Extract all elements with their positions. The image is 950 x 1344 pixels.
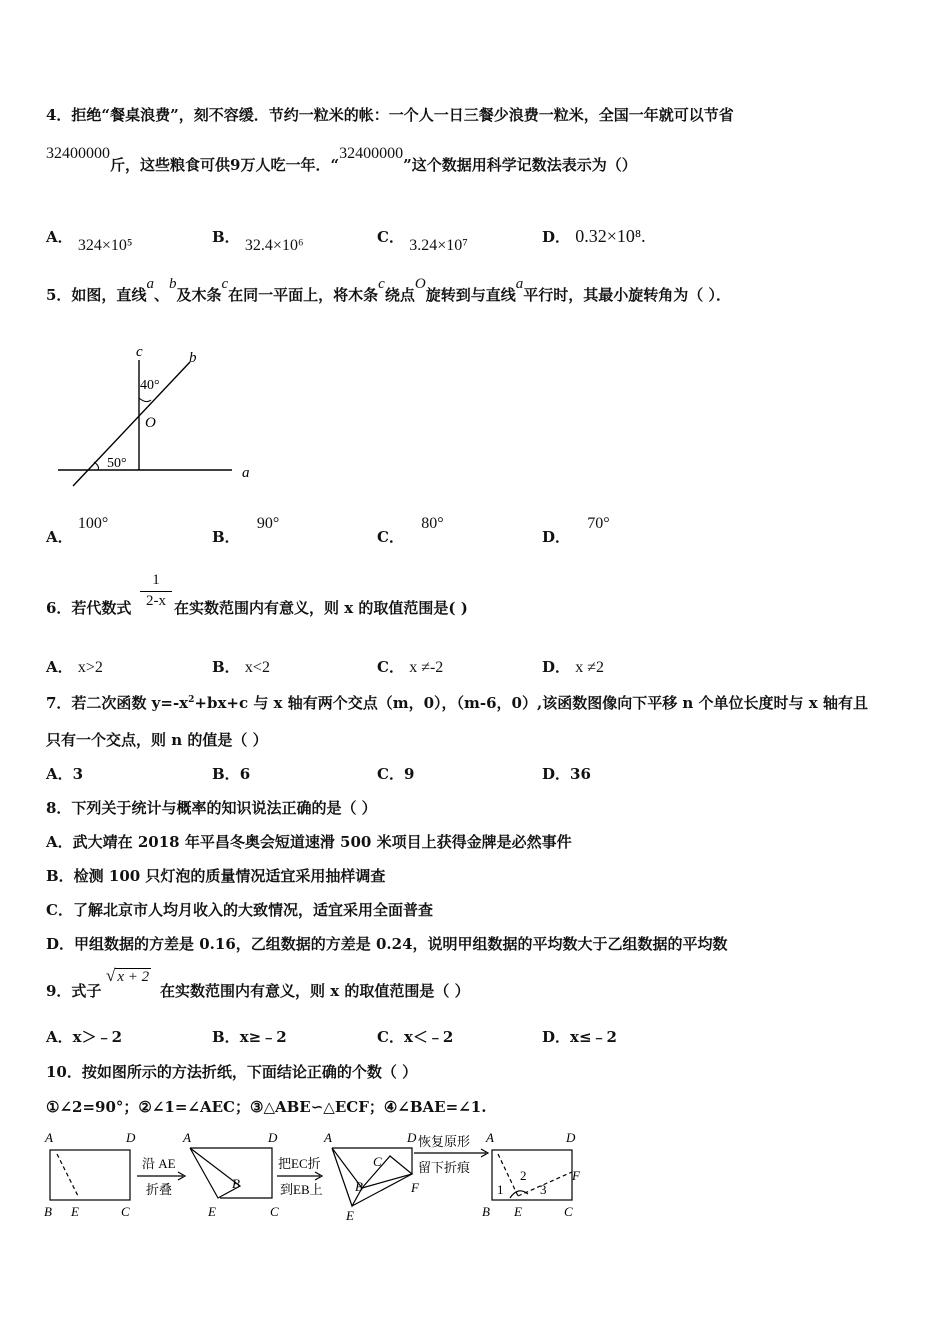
q8-stem: 8．下列关于统计与概率的知识说法正确的是（ ） (46, 799, 377, 817)
q9-option-a[interactable]: A．x＞﹣2 (46, 1028, 123, 1046)
q5-fig-label-a: a (242, 465, 250, 481)
q7-option-b[interactable]: B．6 (212, 765, 251, 783)
q10-label-d1: D (126, 1130, 136, 1145)
q4-stem-line2: 32400000斤，这些粮食可供9万人吃一年．“32400000”这个数据用科学记数法表示为（） (46, 145, 637, 174)
q10-label-b3: B (355, 1179, 363, 1194)
q6-stem-a: 6．若代数式 (46, 599, 132, 617)
q10-label-e2: E (208, 1204, 216, 1219)
q4-option-a[interactable]: A． 324×10⁵ (46, 228, 133, 254)
q6-option-a[interactable]: A． x>2 (46, 658, 103, 676)
q10-step1-line1: 沿 AE (142, 1156, 176, 1171)
q10-label-c4: C (564, 1204, 573, 1219)
q5-option-c[interactable]: C． 80° (377, 515, 444, 546)
q10-label-a2: A (183, 1130, 191, 1145)
q4-number: 32400000 (46, 145, 110, 162)
q9-sqrt: √ x + 2 (106, 966, 150, 985)
q10-label-c2: C (270, 1204, 279, 1219)
q10-label-d2: D (268, 1130, 278, 1145)
q10-step3-line2: 留下折痕 (418, 1160, 471, 1175)
q10-label-b4: B (482, 1204, 490, 1219)
q10-label-d4: D (566, 1130, 576, 1145)
q8-option-c[interactable]: C．了解北京市人均月收入的大致情况，适宜采用全面普查 (46, 901, 433, 919)
q10-angle-3: 3 (540, 1182, 547, 1197)
q9-option-c[interactable]: C．x＜﹣2 (377, 1028, 454, 1046)
q10-stem: 10．按如图所示的方法折纸，下面结论正确的个数（ ） (46, 1063, 418, 1081)
q10-label-b1: B (44, 1204, 52, 1219)
q10-step1-line2: 折叠 (146, 1182, 173, 1197)
q10-label-a3: A (324, 1130, 332, 1145)
q10-label-a1: A (45, 1130, 53, 1145)
q7-stem-line2: 只有一个交点，则 n 的值是（ ） (46, 731, 268, 749)
q5-fig-label-b: b (189, 350, 197, 366)
q10-label-a4: A (486, 1130, 494, 1145)
q10-label-d3: D (407, 1130, 417, 1145)
q8-option-d[interactable]: D．甲组数据的方差是 0.16，乙组数据的方差是 0.24，说明甲组数据的平均数大于乙组数据的平均数 (46, 935, 728, 953)
q10-label-f4: F (572, 1168, 580, 1183)
q10-label-e4: E (514, 1204, 522, 1219)
q4-option-c[interactable]: C． 3.24×10⁷ (377, 228, 468, 254)
q5-stem: 5．如图，直线a、b及木条c在同一平面上，将木条c绕点O旋转到与直线a平行时，其最小旋转角为（ ）． (46, 276, 731, 304)
q10-figure (40, 1128, 600, 1224)
q6-stem-b: 在实数范围内有意义，则 x 的取值范围是( ) (174, 599, 468, 617)
q7-stem-line1: 7．若二次函数 $y=-x^2+bx+c$ 与 x 轴有两个交点（m，0），（m-6，0）,该函数图像向下平移 n 个单位长度时与 x 轴有且 (46, 694, 868, 712)
q6-option-d[interactable]: D． x ≠2 (542, 658, 605, 676)
q10-label-e1: E (71, 1204, 79, 1219)
q5-fig-label-o: O (145, 415, 156, 431)
q4-option-d[interactable]: D． 0.32×10⁸. (542, 226, 646, 246)
q10-label-c1: C (121, 1204, 130, 1219)
q6-option-b[interactable]: B． x<2 (212, 658, 270, 676)
q5-figure (50, 340, 270, 490)
q4-option-b[interactable]: B． 32.4×10⁶ (212, 228, 304, 254)
q10-step3-line1: 恢复原形 (418, 1134, 471, 1149)
q5-fig-angle-40: 40° (140, 378, 160, 393)
q10-step2-line1: 把EC折 (278, 1156, 321, 1171)
q10-label-c3: C (373, 1154, 382, 1169)
q5-fig-label-c: c (136, 344, 143, 360)
q5-fig-angle-50: 50° (107, 456, 127, 471)
q5-option-a[interactable]: A． 100° (46, 515, 109, 546)
q4-number-quoted: 32400000 (339, 145, 404, 162)
q7-option-d[interactable]: D．36 (542, 765, 591, 783)
q5-option-d[interactable]: D． 70° (542, 515, 610, 546)
q7-option-a[interactable]: A．3 (46, 765, 84, 783)
q10-step2-line2: 到EB上 (280, 1182, 323, 1197)
q7-option-c[interactable]: C．9 (377, 765, 415, 783)
q10-angle-1: 1 (497, 1182, 504, 1197)
q6-option-c[interactable]: C． x ≠-2 (377, 658, 444, 676)
q9-option-b[interactable]: B．x≥﹣2 (212, 1028, 287, 1046)
q6-fraction: 1 2-x (140, 572, 172, 610)
q10-label-b2: B (232, 1176, 240, 1191)
q9-stem-b: 在实数范围内有意义，则 x 的取值范围是（ ） (160, 982, 470, 1000)
q8-option-b[interactable]: B．检测 100 只灯泡的质量情况适宜采用抽样调查 (46, 867, 386, 885)
q9-option-d[interactable]: D．x≤﹣2 (542, 1028, 617, 1046)
q5-option-b[interactable]: B． 90° (212, 515, 280, 546)
q10-conclusions: ①∠2=90°；②∠1=∠AEC；③△ABE∽△ECF；④∠BAE=∠1. (46, 1098, 487, 1116)
q8-option-a[interactable]: A．武大靖在 2018 年平昌冬奥会短道速滑 500 米项目上获得金牌是必然事件 (46, 833, 572, 851)
q10-label-e3: E (346, 1208, 354, 1223)
q10-angle-2: 2 (520, 1168, 527, 1183)
q10-label-f3: F (411, 1180, 419, 1195)
q9-stem-a: 9．式子 (46, 982, 102, 1000)
q4-stem-line1: 4．拒绝“餐桌浪费”，刻不容缓．节约一粒米的帐：一个人一日三餐少浪费一粒米，全国一年就可以节省 (46, 106, 734, 124)
